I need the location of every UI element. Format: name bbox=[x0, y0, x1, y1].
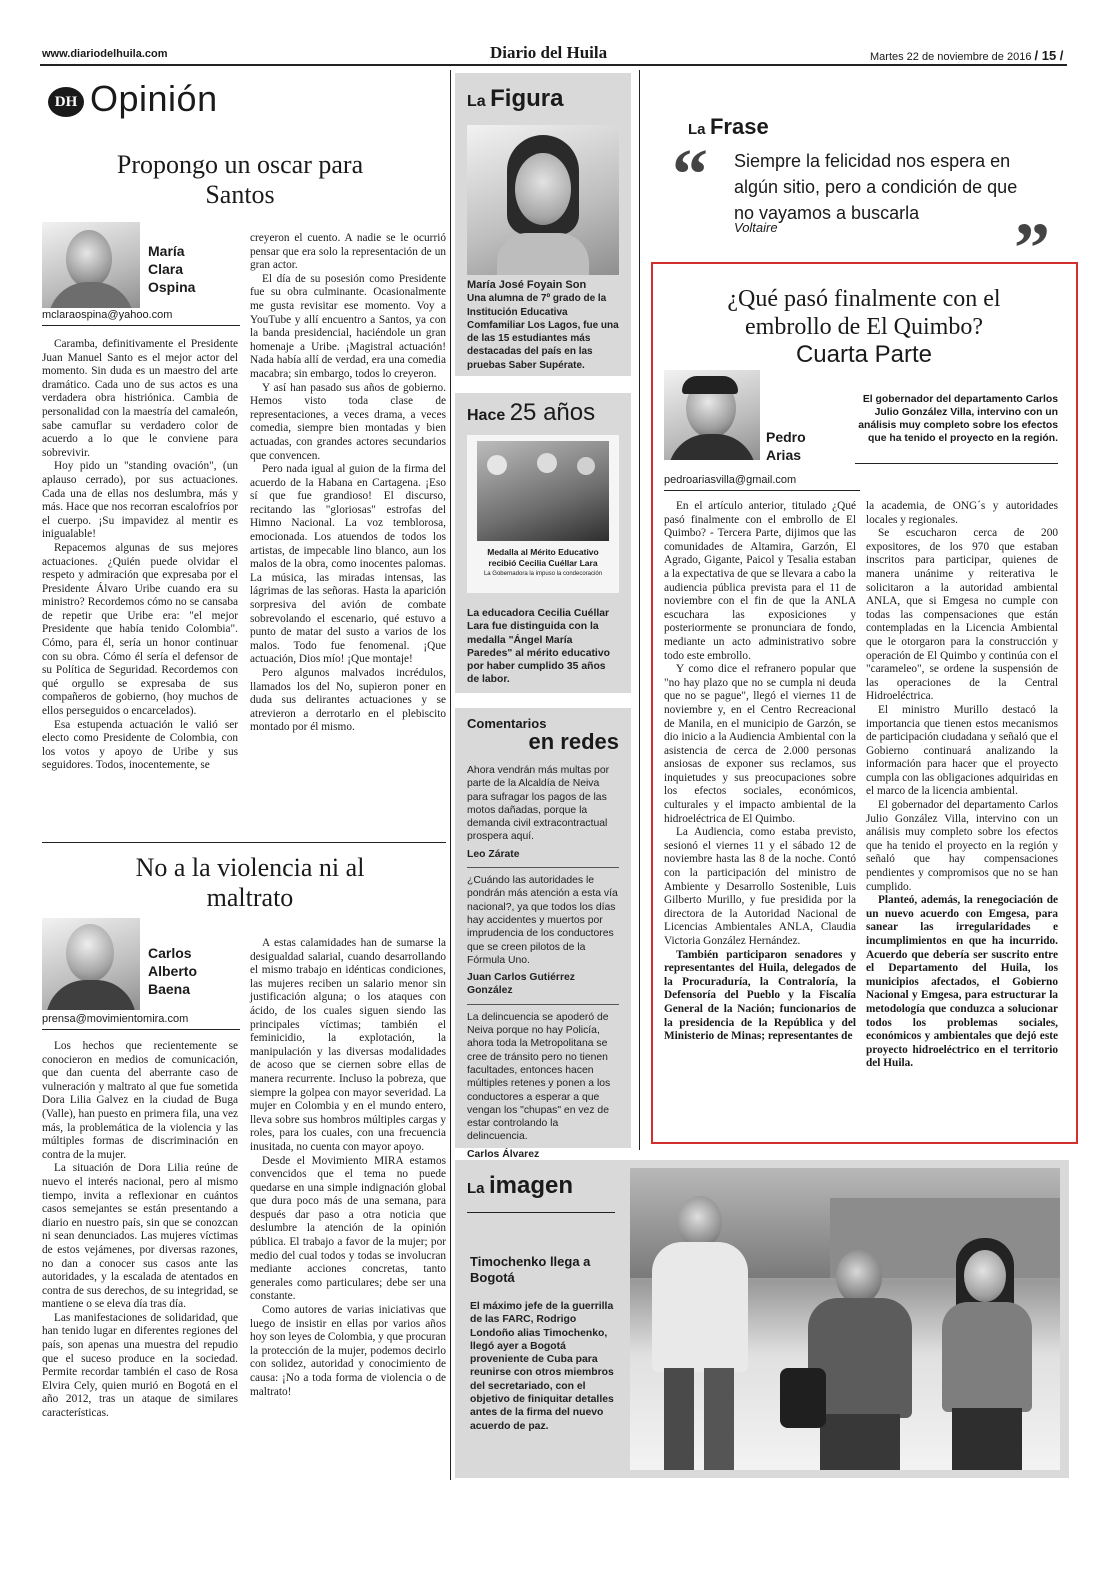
redes-comment bbox=[467, 874, 619, 967]
article3-paragraph: En el artículo anterior, titulado ¿Qué pasó finalmente con el embrollo de El Quimbo? - Tercera Parte, dijimos que las comunidades de Altamira, Garzón, El Agrado, Gigante, Paicol y Tesalia estaban a la expectativa de que se llevara a cabo la audiencia pública prevista para el 11 de noviembre con el fin de que la ANLA escuchara las exposiciones y posteriormente se pronunciara de fondo, mediante un acto administrativo sobre todo este embrollo. bbox=[664, 500, 856, 662]
author-first-name: María bbox=[148, 243, 185, 259]
article2-paragraph: A estas calamidades han de sumarse la desigualdad salarial, cuando desarrollando el mismo trabajo en idénticas condiciones, las mujeres reciben un salario menor sin justificación alguna; o los ataques con ácido, de los cuales siguen siendo las principales víctimas; también el feminicidio, la explotación, la manipulación y las diversas modalidades de acoso que se ciernen sobre ellas de manera recurrente. Incluso la pobreza, que siempre la golpea con mayor severidad. La mujer en Colombia y en el mundo entero, lleva sobre sus hombros múltiples cargas y roles, para los cuales, con una frecuencia inusitada, no cuenta con mayor apoyo. bbox=[250, 937, 446, 1153]
redes-box bbox=[455, 708, 631, 1160]
hace25-photo-caption-line: La Gobernadora la impuso la condecoración bbox=[483, 571, 603, 577]
newspaper-name bbox=[490, 43, 607, 63]
author-first-name: Carlos bbox=[148, 945, 192, 961]
author-name-article1 bbox=[148, 242, 195, 296]
dh-logo-text: DH bbox=[54, 94, 78, 110]
author-email-article3[interactable]: pedroariasvilla@gmail.com bbox=[664, 474, 797, 486]
open-quote-icon: “ bbox=[672, 134, 708, 214]
redes-comments bbox=[467, 764, 619, 1167]
lead-rule bbox=[855, 463, 1058, 464]
hace25-caption: La educadora Cecilia Cuéllar Lara fue distinguida con la medalla "Ángel María Paredes" al mérito educativo por haber cumplido 35 años de labor. bbox=[467, 608, 610, 686]
article1-col2 bbox=[250, 232, 446, 735]
imagen-title bbox=[467, 1172, 573, 1200]
dh-logo bbox=[48, 87, 84, 117]
article3-paragraph: la academia, de ONG´s y autoridades locales y regionales. bbox=[866, 500, 1058, 526]
article3-paragraph: El ministro Murillo destacó la importancia que tienen estos mecanismos de participación ciudadana y señaló que el Gobierno continuará analizando la información para hacer que el proyecto cumpla con las obligaciones adquiridas en el marco de la licencia ambiental. bbox=[866, 703, 1058, 798]
section-title: Opinión bbox=[90, 78, 218, 119]
article1-paragraph: Repacemos algunas de sus mejores actuaciones. ¿Quién puede olvidar el respeto y admiración que expresaba por el Presidente Álvaro Uribe cuando era su ministro? Recordemos cómo no se cansaba de repetir que Uribe era: "el mejor Presidente que había tenido Colombia". Cómo, para él, sería un honor continuar con su obra. Cómo él sería el defensor de su Política de Seguridad. Recordemos con qué orgullo se expresaba de sus compañeros de gobierno, (hoy muchos de ellos perseguidos o encarcelados). bbox=[42, 541, 238, 718]
hace25-photo-caption-line: recibió Cecilia Cuéllar Lara bbox=[488, 558, 598, 568]
figura-box bbox=[455, 73, 631, 376]
author-email-article1[interactable]: mclaraospina@yahoo.com bbox=[42, 309, 173, 321]
article3-title-line: ¿Qué pasó finalmente con el bbox=[727, 286, 1001, 312]
date-text: Martes 22 de noviembre de 2016 bbox=[870, 51, 1032, 63]
article1-paragraph: Hoy pido un "standing ovación", (un aplauso cerrado), por sus actuaciones. Cada una de ellas nos deslumbra, más y más. Hace que nos recorran escalofríos por el cuerpo. ¡Su impavidez al mentir es inigualable! bbox=[42, 460, 238, 541]
page-number: / 15 / bbox=[1034, 48, 1064, 63]
frase-title-main: Frase bbox=[709, 114, 769, 139]
article2-col1 bbox=[42, 1040, 238, 1421]
article3-paragraph: El gobernador del departamento Carlos Julio González Villa, intervino con un análisis muy completo sobre los efectos que ha tenido el proyecto en la región y señaló que hay compensaciones pendientes y compromisos que no se han cumplido. bbox=[866, 799, 1058, 893]
article3-paragraph: Se escucharon cerca de 200 expositores, de los 970 que estaban inscritos para participar, quienes de manera unánime y reiterativa le solicitaron a la autoridad ambiental ANLA, que si Emgesa no cumple con todas las compensaciones que están contempladas en la Licencia Ambiental que le otorgaron para la construcción y operación de El Quimbo y continúa con el "carameleo", se ordene la suspensión de las operaciones de la Central Hidroeléctrica. bbox=[866, 527, 1058, 703]
comment-text: Ahora vendrán más multas por parte de la Alcaldía de Neiva para sufragar los pagos de las motos dañadas, porque la demanda civil extracontractual prospera aquí. bbox=[467, 765, 610, 843]
column-rule bbox=[450, 70, 451, 1480]
hace25-title-a: Hace bbox=[467, 407, 510, 424]
author-last-name: Baena bbox=[148, 981, 191, 997]
article3-title-line: Cuarta Parte bbox=[795, 341, 933, 368]
article2-paragraph: Como autores de varias iniciativas que luego de insistir en ellas por varios años hoy son leyes de Colombia, y que procuran la protección de la mujer, podemos decirlo con solidez, autoridad y conocimiento de causa: ¡No a toda forma de violencia o de maltrato! bbox=[250, 1304, 446, 1398]
website-url[interactable]: www.diariodelhuila.com bbox=[42, 48, 168, 60]
hace25-photo bbox=[467, 435, 619, 593]
article3-title-line: embrollo de El Quimbo? bbox=[745, 314, 983, 340]
comment-text: ¿Cuándo las autoridades le pondrán más atención a esta vía nacional?, ya que todos los días hay accidentes y muertos por imprudencia de los conductores que se creen pilotos de la Fórmula Uno. bbox=[467, 875, 618, 966]
imagen-photo bbox=[630, 1168, 1060, 1470]
figura-caption-text: Una alumna de 7º grado de la Institución Educativa Comfamiliar Los Lagos, fue una de las 15 estudiantes más destacadas del país en las pruebas Saber Supérate. bbox=[467, 293, 619, 371]
redes-title-b: en redes bbox=[528, 729, 619, 754]
article1-paragraph: Y así han pasado sus años de gobierno. Hemos visto toda clase de representaciones, a veces drama, a veces comedia, siempre bien montadas y bien actuadas, con grandes actores secundarios que convencen. bbox=[250, 381, 446, 462]
email-rule bbox=[42, 1029, 240, 1030]
comment-text: La delincuencia se apoderó de Neiva porque no hay Policía, ahora toda la Metropolitana se cree de tránsito pero no tienen facultades, entonces hacen múltiples retenes y ponen a los conductores a esperar a que vengan los "chupas" en vez de estar controlando la delincuencia. bbox=[467, 1011, 611, 1143]
author-email-article2[interactable]: prensa@movimientomira.com bbox=[42, 1013, 189, 1025]
article2-title: No a la violencia ni al maltrato bbox=[135, 853, 365, 912]
column-rule bbox=[639, 70, 640, 1150]
article2-col2 bbox=[250, 937, 446, 1399]
hace25-photo-caption-line: Medalla al Mérito Educativo bbox=[487, 547, 599, 557]
header-rule bbox=[40, 64, 1067, 66]
close-quote-icon: ” bbox=[1014, 208, 1050, 288]
article3-col1 bbox=[664, 500, 856, 1044]
article3-paragraph: Planteó, además, la renegociación de un nuevo acuerdo con Emgesa, para sanear las irregularidades e incumplimientos en que ha incurrido. Acuerdo que debería ser suscrito entre el Departamento del Huila, los municipios afectados, el Gobierno Nacional y Emgesa, para estructurar la metodología que conduzca a solucionar todos los problemas sociales, económicos y ambientales que dejó este proyecto hidroeléctrico en el territorio del Huila. bbox=[866, 894, 1058, 1070]
figura-title-main: Figura bbox=[490, 85, 564, 112]
author-name-article2 bbox=[148, 944, 197, 998]
article-separator bbox=[42, 842, 446, 843]
article1-title: Propongo un oscar para Santos bbox=[116, 150, 364, 209]
figura-title bbox=[467, 85, 563, 113]
figura-photo bbox=[467, 125, 619, 275]
article1-paragraph: Pero algunos malvados incrédulos, llamados los del No, supieron poner en duda sus delirantes actuaciones y se atrevieron a derrotarlo en el plebiscito montado por él mismo. bbox=[250, 667, 446, 734]
article3-col2 bbox=[866, 500, 1058, 1071]
redes-title-a: Comentarios bbox=[467, 716, 547, 731]
redes-comment-author: Leo Zárate bbox=[467, 848, 520, 860]
newspaper-name-a: Diario del bbox=[490, 43, 567, 62]
email-rule bbox=[42, 325, 240, 326]
article2-paragraph: La situación de Dora Lilia reúne de nuevo el interés nacional, pero al mismo tiempo, invita a reflexionar en cuántos casos semejantes se están presentando a diario en nuestro país, sin que se conozcan ni sean denunciados. Las mujeres víctimas de estos vejámenes, por diversas razones, no dan a conocer sus casos ante las autoridades, y la escalada de atentados en contra de sus derechos, de su integridad, se mantiene o se eleva día tras día. bbox=[42, 1162, 238, 1311]
redes-comment-author: Carlos Álvarez bbox=[467, 1148, 540, 1160]
frase-title-prefix: La bbox=[688, 121, 706, 138]
author-photo-carlos-alberto bbox=[42, 918, 140, 1010]
hace25-photo-caption bbox=[477, 547, 609, 580]
figura-name: María José Foyain Son bbox=[467, 279, 587, 291]
author-photo-pedro-arias bbox=[664, 370, 760, 460]
hace25-box bbox=[455, 393, 631, 693]
imagen-title-prefix: La bbox=[467, 1180, 485, 1197]
imagen-caption: El máximo jefe de la guerrilla de las FARC, Rodrigo Londoño alias Timochenko, llegó ayer a Bogotá proveniente de Cuba para reunirse con otros miembros del secretariado, con el objetivo de finiquitar detalles antes de la firma del nuevo acuerdo de paz. bbox=[470, 1301, 614, 1432]
email-rule bbox=[664, 490, 860, 491]
article1-paragraph: Caramba, definitivamente el Presidente Juan Manuel Santo es el mejor actor del momento. Sin duda es un maestro del arte dramático. Cada uno de sus actos es una verdadera obra histriónica. Cambia de personalidad con la maestría del camaleón, sabe camuflar su verdadero color de acuerdo a lo que le conviene para sobrevivir. bbox=[42, 338, 238, 459]
article3-paragraph: También participaron senadores y representantes del Huila, delegados de la Procuraduría, la Contraloría, la Defensoría del Pueblo y la Fiscalía General de la Nación; funcionarios de la presidencia de la República y del Ministerio de Minas; representantes de bbox=[664, 948, 856, 1043]
imagen-title-main: imagen bbox=[488, 1172, 573, 1199]
redes-comment bbox=[467, 1011, 619, 1144]
author-last-name: Arias bbox=[766, 447, 802, 463]
article1-col1 bbox=[42, 338, 238, 773]
issue-date bbox=[870, 48, 1063, 63]
article2-paragraph: Desde el Movimiento MIRA estamos convencidos que el tema no puede quedarse en una simple indignación global que dura poco más de una semana, para después dar paso a otra noticia que deslumbre la atención de la opinión pública. El trabajo a favor de la mujer; por medio del cual todos y todas se involucran mediante acciones concretas, tanto generales como particulares; debe ser una constante. bbox=[250, 1154, 446, 1303]
author-photo-maria-clara bbox=[42, 222, 140, 308]
imagen-rule bbox=[467, 1212, 615, 1213]
article3-paragraph: Y como dice el refranero popular que "no hay plazo que no se cumpla ni deuda que no se pague", llegó el viernes 11 de noviembre y, en el Centro Recreacional de Manila, en el municipio de Garzón, se dio inicio a la Audiencia Ambiental con la asistencia de cerca de 2.000 personas ansiosas de exponer sus reclamos, sus inquietudes y sus preocupaciones sobre los efectos sociales, económicos, culturales y el impacto ambiental de la hidroeléctrica de El Quimbo. bbox=[664, 663, 856, 825]
article3-paragraph: La Audiencia, como estaba previsto, sesionó el viernes 11 y el sábado 12 de noviembre hasta las 8 de la noche. Contó con la participación del ministro de Ambiente y Desarrollo Sostenible, Luis Gilberto Murillo, y fue presidida por la directora de la Autoridad Nacional de Licencias Ambientales ANLA, Claudia Victoria González Hernández. bbox=[664, 826, 856, 947]
frase-quote: Siempre la felicidad nos espera en algún sitio, pero a condición de que no vayamos a buscarla bbox=[734, 151, 1018, 223]
article3-title bbox=[664, 285, 1064, 369]
figura-caption bbox=[467, 279, 619, 372]
author-name-article3 bbox=[766, 428, 806, 464]
author-last-name: Ospina bbox=[148, 279, 196, 295]
imagen-headline: Timochenko llega a Bogotá bbox=[470, 1254, 591, 1285]
author-middle-name: Alberto bbox=[148, 963, 197, 979]
article2-paragraph: Los hechos que recientemente se conocieron en medios de comunicación, que dan cuenta del aberrante caso de vulneración y maltrato al que fue sometida Dora Lilia Galvez en la ciudad de Buga (Valle), han puesto en primera fila, una vez más, la problemática de la violencia y las múltiples formas de discriminación en contra de la mujer. bbox=[42, 1040, 238, 1161]
author-middle-name: Clara bbox=[148, 261, 184, 277]
hace25-title-b: 25 años bbox=[509, 399, 596, 426]
newspaper-name-b: Huila bbox=[566, 43, 608, 62]
frase-author: Voltaire bbox=[734, 220, 778, 235]
redes-title bbox=[467, 716, 619, 755]
article1-paragraph: Esa estupenda actuación le valió ser electo como Presidente de Colombia, con los votos y apoyo de Uribe y sus seguidores. Todos, inocentemente, se bbox=[42, 718, 238, 772]
article2-paragraph: Las manifestaciones de solidaridad, que han tenido lugar en diferentes regiones del país, son apenas una muestra del repudio que el suceso produce en la sociedad. Permite recordar también el caso de Rosa Elvira Cely, quien murió en Bogotá en el año 2012, tras un ataque de similares características. bbox=[42, 1311, 238, 1420]
article1-paragraph: creyeron el cuento. A nadie se le ocurrió pensar que era solo la representación de un gran actor. bbox=[250, 232, 446, 272]
redes-comment bbox=[467, 764, 619, 844]
article1-paragraph: El día de su posesión como Presidente fue su obra culminante. Ocasionalmente me gusta revisitar ese momento. Voy a YouTube y allí encuentro a Santos, ya con la banda presidencial, haciéndole un gran homenaje a Uribe. ¡Magistral actuación! Nada había allí de verdad, era una comedia macabra; sin embargo, todos lo creyeron. bbox=[250, 272, 446, 380]
article1-paragraph: Pero nada igual al guion de la firma del acuerdo de la Habana en Cartagena. ¡Eso sí que fue grandioso! El discurso, recitando las "gloriosas" estrofas del Himno Nacional. La voz temblorosa, emocionada. Los atuendos de todos los artistas, de impecable lino blanco, aun los malos de la obra, como inocentes palomas. La música, las miradas intensas, las lágrimas de las señoras. Hasta la aparición sorpresiva del avión de combate sobrevolando el escenario, qué estuvo a punto de matar del susto a varios de los malos. Todo fue fenomenal. ¡Que actuación, Dios mío! ¡Que montaje! bbox=[250, 463, 446, 666]
author-first-name: Pedro bbox=[766, 429, 806, 445]
figura-title-prefix: La bbox=[467, 93, 486, 110]
hace25-title bbox=[467, 399, 595, 427]
redes-comment-author: Juan Carlos Gutiérrez González bbox=[467, 972, 575, 997]
article3-lead: El gobernador del departamento Carlos Julio González Villa, intervino con un análisis muy completo sobre los efectos que ha tenido el proyecto en la región. bbox=[858, 394, 1058, 444]
